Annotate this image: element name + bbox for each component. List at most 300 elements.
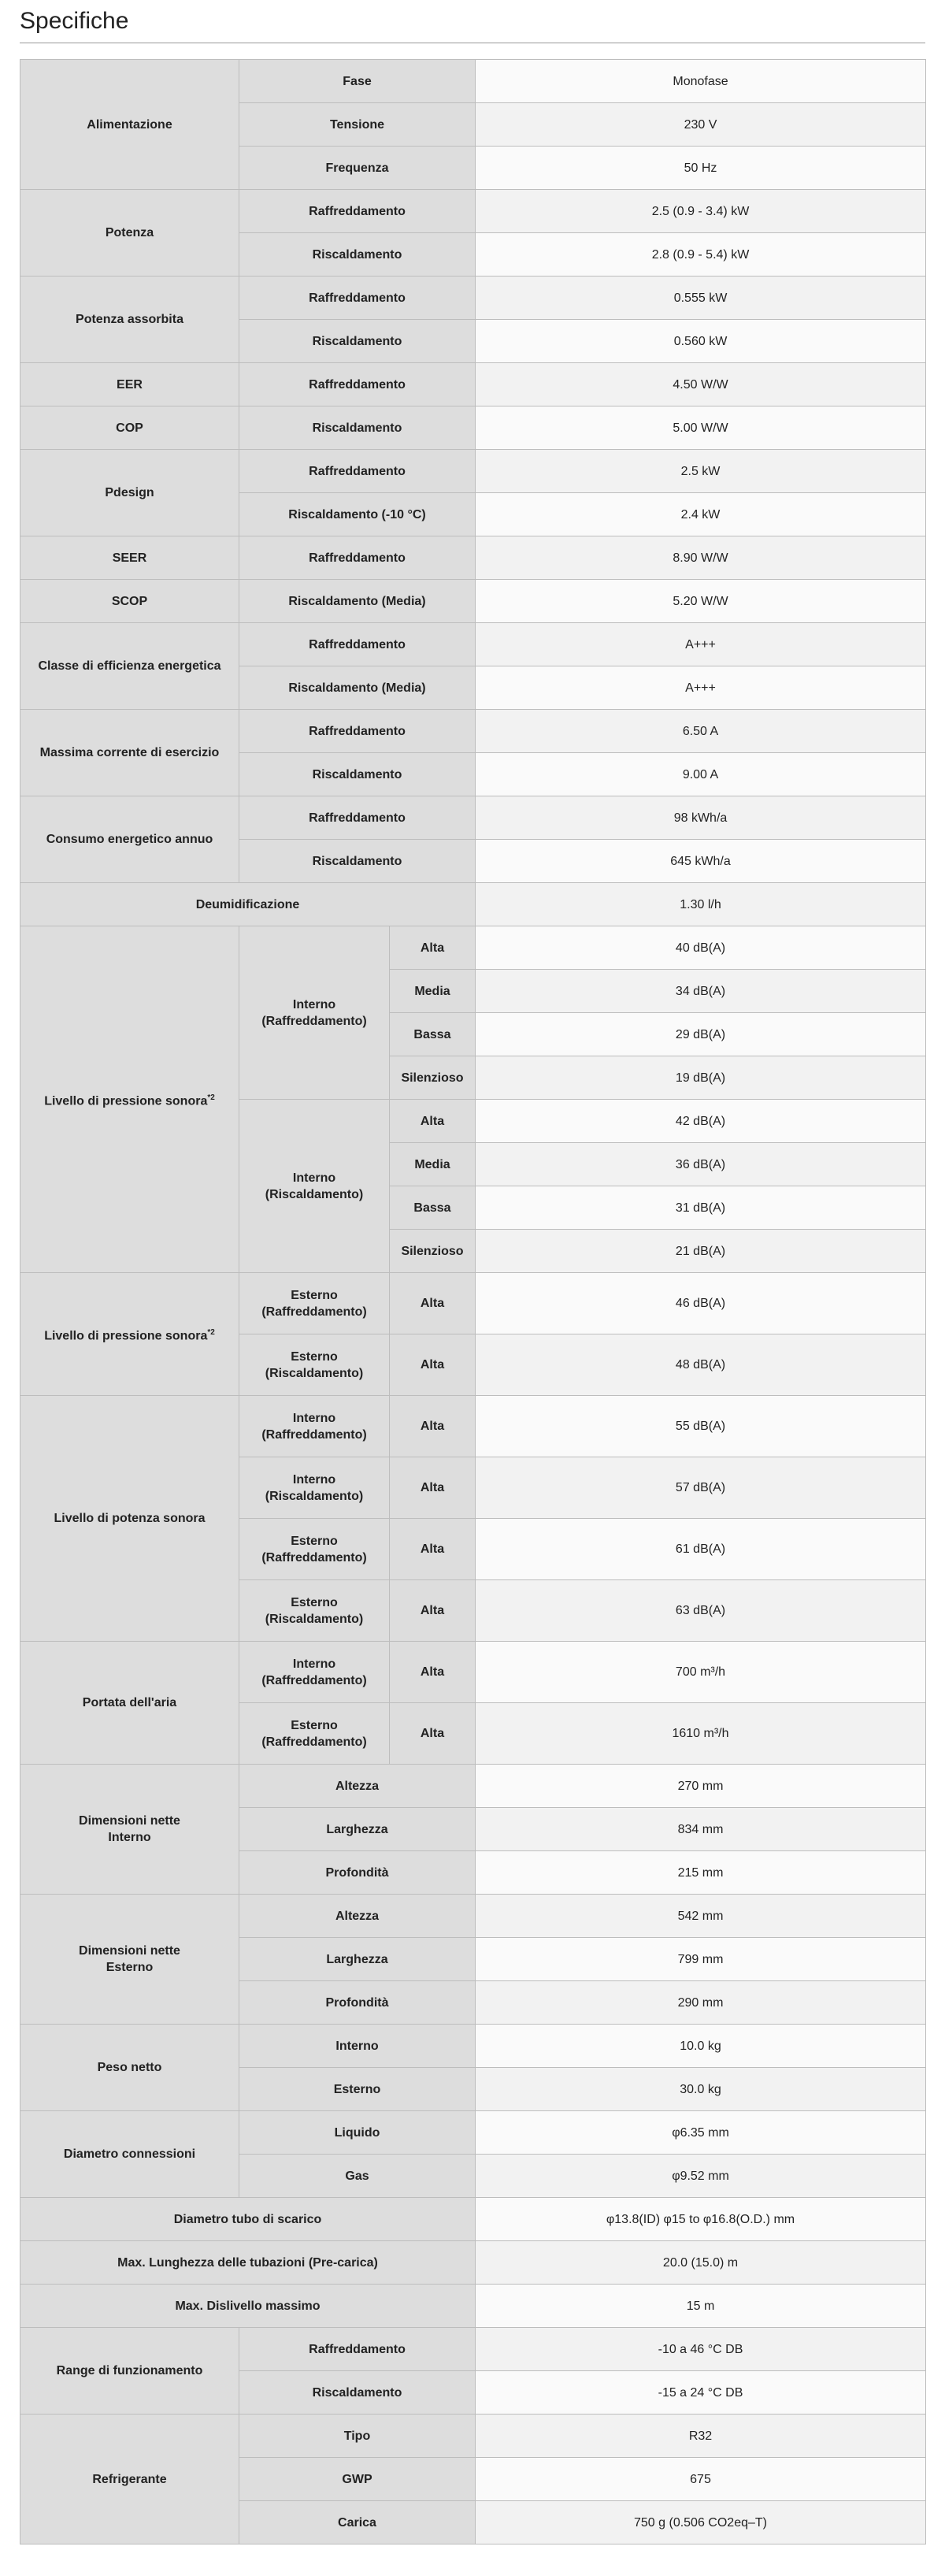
spec-row (20, 2415, 926, 2458)
spec-group-label-text: Max. Dislivello massimo (175, 2299, 321, 2313)
spec-sub-label-text: Interno (Raffreddamento) (261, 1657, 367, 1687)
spec-group-label (20, 623, 239, 710)
spec-group-label-text: Max. Lunghezza delle tubazioni (Pre-carica) (117, 2255, 378, 2270)
spec-sub-label (239, 2371, 476, 2415)
spec-value-text: 19 dB(A) (675, 1071, 726, 1085)
spec-value-text: 1.30 l/h (680, 897, 721, 911)
spec-row (20, 710, 926, 753)
spec-value-text: 50 Hz (684, 161, 717, 175)
spec-group-label-text: EER (117, 377, 143, 392)
spec-value-text: 834 mm (677, 1822, 724, 1836)
spec-level-label (390, 1642, 476, 1703)
spec-level-label (390, 1396, 476, 1457)
spec-sub-label-text: Esterno (333, 2082, 381, 2096)
spec-value (476, 1895, 926, 1938)
spec-level-label-text: Alta (420, 1114, 445, 1128)
spec-row (20, 2241, 926, 2285)
spec-group-label (20, 926, 239, 1273)
spec-level-label (390, 1186, 476, 1230)
spec-value (476, 580, 926, 623)
spec-sub-label-text: Gas (345, 2169, 369, 2183)
spec-sub-label (239, 406, 476, 450)
spec-group-label-text: Livello di potenza sonora (54, 1512, 206, 1525)
spec-sub-label (239, 1580, 390, 1642)
spec-group-label (20, 2025, 239, 2111)
spec-group-label-text: Peso netto (97, 2061, 162, 2074)
spec-level-label-text: Alta (420, 941, 445, 955)
spec-row (20, 580, 926, 623)
spec-group-label (20, 2198, 476, 2241)
spec-level-label (390, 1580, 476, 1642)
spec-value (476, 1981, 926, 2025)
spec-level-label (390, 1457, 476, 1519)
spec-sub-label (239, 1334, 390, 1396)
footnote-marker: *2 (207, 1093, 215, 1102)
spec-group-label (20, 710, 239, 796)
spec-sub-label-text: Esterno (Riscaldamento) (265, 1595, 364, 1626)
spec-value-text: 15 m (686, 2299, 715, 2313)
spec-group-label (20, 1642, 239, 1765)
spec-value-text: φ6.35 mm (672, 2125, 729, 2140)
spec-value-text: 9.00 A (682, 767, 719, 781)
spec-group-label-text: COP (116, 421, 143, 435)
spec-value-text: 21 dB(A) (675, 1244, 726, 1258)
spec-value-text: 34 dB(A) (675, 984, 726, 998)
spec-value-text: 645 kWh/a (670, 854, 731, 868)
spec-value (476, 2415, 926, 2458)
spec-row (20, 2328, 926, 2371)
spec-value (476, 926, 926, 970)
spec-sub-label (239, 2458, 476, 2501)
spec-sub-label-text: Fase (343, 74, 372, 88)
spec-value-text: 215 mm (677, 1865, 724, 1880)
spec-group-label (20, 2241, 476, 2285)
spec-sub-label-text: Esterno (Raffreddamento) (261, 1534, 367, 1565)
spec-value-text: 2.5 kW (680, 464, 721, 478)
spec-sub-label (239, 926, 390, 1100)
spec-value (476, 840, 926, 883)
spec-level-label-text: Alta (420, 1420, 445, 1433)
spec-value-text: 1610 m³/h (672, 1727, 729, 1740)
spec-value-text: -10 a 46 °C DB (658, 2342, 743, 2356)
spec-sub-label-text: Raffreddamento (309, 551, 406, 565)
spec-sub-label-text: Liquido (334, 2125, 380, 2140)
spec-group-label-text: Potenza (105, 226, 154, 239)
spec-sub-label-text: Riscaldamento (312, 334, 402, 348)
spec-sub-label-text: Profondità (325, 1865, 389, 1880)
spec-sub-label (239, 1765, 476, 1808)
spec-group-label-text: Dimensioni nette Esterno (79, 1944, 180, 1974)
spec-sub-label-text: Interno (Raffreddamento) (261, 1411, 367, 1442)
spec-value-text: 46 dB(A) (675, 1297, 726, 1310)
spec-row (20, 1273, 926, 1334)
spec-sub-label-text: Raffreddamento (309, 464, 406, 478)
spec-value-text: 5.20 W/W (673, 594, 728, 608)
spec-group-label-text: Classe di efficienza energetica (38, 659, 221, 673)
spec-value-text: 20.0 (15.0) m (662, 2255, 739, 2270)
spec-value (476, 1851, 926, 1895)
spec-level-label (390, 1056, 476, 1100)
spec-value-text: 700 m³/h (675, 1665, 726, 1679)
spec-group-label (20, 580, 239, 623)
spec-sub-label (239, 190, 476, 233)
spec-group-label (20, 536, 239, 580)
spec-value-text: 31 dB(A) (675, 1201, 726, 1215)
spec-sub-label-text: Esterno (Riscaldamento) (265, 1349, 364, 1380)
spec-level-label (390, 1143, 476, 1186)
spec-sub-label (239, 60, 476, 103)
spec-group-label-text: Livello di pressione sonora (44, 1094, 208, 1108)
spec-row (20, 2111, 926, 2155)
spec-value-text: 542 mm (677, 1909, 724, 1923)
spec-row (20, 60, 926, 103)
spec-sub-label-text: Altezza (335, 1779, 380, 1793)
spec-sub-label (239, 1100, 390, 1273)
spec-value-text: 750 g (0.506 CO2eq–T) (634, 2515, 767, 2530)
spec-sub-label (239, 2501, 476, 2544)
spec-row (20, 796, 926, 840)
spec-group-label-text: Massima corrente di esercizio (39, 746, 220, 759)
spec-group-label (20, 796, 239, 883)
spec-row (20, 926, 926, 970)
spec-level-label (390, 1519, 476, 1580)
spec-value (476, 1765, 926, 1808)
spec-group-label (20, 2328, 239, 2415)
spec-value (476, 1457, 926, 1519)
spec-sub-label-text: Riscaldamento (312, 2385, 402, 2400)
spec-level-label-text: Alta (420, 1297, 445, 1310)
spec-value (476, 2501, 926, 2544)
spec-level-label (390, 1273, 476, 1334)
spec-value-text: 4.50 W/W (673, 377, 728, 392)
spec-value (476, 710, 926, 753)
spec-value-text: Monofase (673, 74, 728, 88)
spec-value-text: 270 mm (677, 1779, 724, 1793)
spec-value (476, 2241, 926, 2285)
spec-value (476, 1808, 926, 1851)
spec-sub-label (239, 2111, 476, 2155)
spec-value (476, 753, 926, 796)
spec-group-label-text: SCOP (111, 594, 148, 608)
spec-sub-label-text: Interno (Riscaldamento) (265, 1472, 364, 1503)
spec-value (476, 190, 926, 233)
spec-value (476, 147, 926, 190)
spec-level-label-text: Bassa (413, 1201, 451, 1215)
spec-sub-label (239, 1273, 390, 1334)
spec-row (20, 536, 926, 580)
spec-value-text: 61 dB(A) (675, 1542, 726, 1556)
spec-sub-label (239, 2068, 476, 2111)
spec-value-text: 6.50 A (682, 724, 719, 738)
spec-value (476, 450, 926, 493)
spec-level-label-text: Media (414, 1157, 450, 1171)
spec-value-text: 799 mm (677, 1952, 724, 1966)
spec-level-label-text: Alta (420, 1665, 445, 1679)
spec-level-label (390, 1100, 476, 1143)
spec-sub-label-text: Raffreddamento (309, 724, 406, 738)
spec-value (476, 2155, 926, 2198)
spec-sub-label-text: Carica (338, 2515, 376, 2530)
spec-sub-label-text: Riscaldamento (312, 247, 402, 262)
spec-value (476, 1334, 926, 1396)
spec-value (476, 1396, 926, 1457)
spec-row (20, 277, 926, 320)
spec-sub-label-text: Larghezza (326, 1822, 388, 1836)
spec-value (476, 1056, 926, 1100)
spec-value-text: φ9.52 mm (672, 2169, 729, 2183)
spec-value-text: 5.00 W/W (673, 421, 728, 435)
spec-sub-label-text: Profondità (325, 1995, 389, 2010)
spec-value (476, 1642, 926, 1703)
spec-sub-label-text: Frequenza (325, 161, 389, 175)
spec-sub-label (239, 1703, 390, 1765)
spec-sub-label (239, 1396, 390, 1457)
spec-group-label (20, 406, 239, 450)
spec-level-label-text: Alta (420, 1358, 445, 1372)
spec-row (20, 1895, 926, 1938)
spec-sub-label-text: Esterno (Raffreddamento) (261, 1718, 367, 1749)
spec-sub-label (239, 1457, 390, 1519)
spec-group-label-text: Range di funzionamento (56, 2364, 203, 2377)
spec-value (476, 1186, 926, 1230)
spec-level-label (390, 1230, 476, 1273)
spec-value-text: 10.0 kg (680, 2039, 721, 2053)
spec-sub-label (239, 233, 476, 277)
spec-value (476, 536, 926, 580)
spec-sub-label-text: GWP (342, 2472, 372, 2486)
spec-value-text: φ13.8(ID) φ15 to φ16.8(O.D.) mm (606, 2212, 795, 2226)
spec-sub-label (239, 1808, 476, 1851)
spec-value (476, 1519, 926, 1580)
spec-value (476, 1273, 926, 1334)
spec-group-label (20, 190, 239, 277)
spec-group-label (20, 2111, 239, 2198)
spec-value (476, 1013, 926, 1056)
spec-value (476, 796, 926, 840)
spec-group-label-text: Dimensioni nette Interno (79, 1814, 180, 1844)
spec-sub-label-text: Raffreddamento (309, 811, 406, 825)
spec-sub-label-text: Raffreddamento (309, 377, 406, 392)
spec-level-label (390, 1013, 476, 1056)
spec-sub-label-text: Tipo (343, 2429, 371, 2443)
spec-value (476, 1938, 926, 1981)
spec-value-text: A+++ (685, 681, 716, 695)
spec-sub-label-text: Esterno (Raffreddamento) (261, 1288, 367, 1319)
spec-group-label (20, 2285, 476, 2328)
spec-group-label-text: Diametro connessioni (63, 2147, 196, 2161)
page-title: Specifiche (20, 8, 925, 43)
spec-value (476, 2371, 926, 2415)
spec-sub-label-text: Larghezza (326, 1952, 388, 1966)
spec-group-label-text: Diametro tubo di scarico (173, 2212, 322, 2226)
spec-sub-label-text: Riscaldamento (Media) (288, 681, 426, 695)
spec-sub-label (239, 840, 476, 883)
spec-group-label-text: Pdesign (105, 486, 154, 499)
spec-sub-label-text: Interno (Raffreddamento) (261, 997, 367, 1028)
spec-group-label-text: Portata dell'aria (82, 1696, 177, 1709)
spec-value-text: 675 (690, 2472, 711, 2486)
footnote-marker: *2 (207, 1327, 215, 1337)
spec-row (20, 2285, 926, 2328)
spec-row (20, 1642, 926, 1703)
spec-sub-label (239, 753, 476, 796)
spec-sub-label (239, 320, 476, 363)
spec-level-label (390, 1334, 476, 1396)
spec-sub-label (239, 536, 476, 580)
spec-sub-label-text: Riscaldamento (Media) (288, 594, 426, 608)
spec-sub-label-text: Interno (Riscaldamento) (265, 1171, 364, 1201)
spec-level-label-text: Silenzioso (401, 1244, 464, 1258)
spec-group-label (20, 363, 239, 406)
spec-value (476, 1143, 926, 1186)
spec-sub-label-text: Raffreddamento (309, 291, 406, 305)
spec-value-text: 98 kWh/a (673, 811, 728, 825)
spec-value-text: 0.560 kW (673, 334, 728, 348)
spec-group-label-text: Refrigerante (92, 2472, 167, 2486)
spec-value-text: 63 dB(A) (675, 1604, 726, 1617)
spec-group-label-text: Livello di pressione sonora (44, 1329, 208, 1343)
spec-sub-label (239, 1642, 390, 1703)
spec-value (476, 2198, 926, 2241)
spec-value-text: 30.0 kg (680, 2082, 721, 2096)
spec-value (476, 1230, 926, 1273)
spec-group-label-text: Alimentazione (87, 117, 172, 132)
spec-value (476, 363, 926, 406)
spec-sub-label (239, 623, 476, 666)
spec-value (476, 320, 926, 363)
spec-value-text: 29 dB(A) (675, 1027, 726, 1041)
spec-group-label (20, 1273, 239, 1396)
spec-level-label (390, 1703, 476, 1765)
spec-group-label (20, 60, 239, 190)
spec-sub-label (239, 1895, 476, 1938)
spec-sub-label-text: Riscaldamento (312, 854, 402, 868)
spec-row (20, 623, 926, 666)
spec-sub-label (239, 1519, 390, 1580)
spec-value (476, 1100, 926, 1143)
spec-value (476, 1703, 926, 1765)
spec-row (20, 406, 926, 450)
spec-group-label (20, 1396, 239, 1642)
spec-sub-label (239, 1938, 476, 1981)
spec-sub-label (239, 493, 476, 536)
spec-level-label-text: Alta (420, 1481, 445, 1494)
spec-value (476, 233, 926, 277)
spec-sub-label-text: Tensione (329, 117, 385, 132)
spec-row (20, 883, 926, 926)
spec-value-text: 55 dB(A) (675, 1420, 726, 1433)
spec-row (20, 2025, 926, 2068)
spec-sub-label-text: Raffreddamento (309, 2342, 406, 2356)
spec-value (476, 60, 926, 103)
spec-value-text: 42 dB(A) (675, 1114, 726, 1128)
spec-group-label (20, 277, 239, 363)
spec-group-label (20, 883, 476, 926)
spec-group-label-text: Potenza assorbita (76, 313, 183, 326)
spec-value (476, 103, 926, 147)
spec-value (476, 406, 926, 450)
spec-value-text: 2.8 (0.9 - 5.4) kW (651, 247, 750, 262)
spec-sub-label-text: Raffreddamento (309, 204, 406, 218)
spec-value-text: R32 (688, 2429, 713, 2443)
spec-sub-label (239, 1981, 476, 2025)
spec-value-text: 0.555 kW (673, 291, 728, 305)
spec-value (476, 1580, 926, 1642)
spec-value-text: 2.5 (0.9 - 3.4) kW (651, 204, 750, 218)
spec-level-label (390, 926, 476, 970)
spec-value (476, 623, 926, 666)
spec-sub-label-text: Riscaldamento (312, 767, 402, 781)
spec-value-text: 40 dB(A) (675, 941, 726, 955)
spec-level-label (390, 970, 476, 1013)
spec-level-label-text: Silenzioso (401, 1071, 464, 1085)
spec-level-label-text: Alta (420, 1604, 445, 1617)
spec-sub-label-text: Riscaldamento (-10 °C) (288, 507, 426, 522)
spec-group-label (20, 2415, 239, 2544)
spec-value-text: 8.90 W/W (673, 551, 728, 565)
spec-sub-label (239, 277, 476, 320)
spec-sub-label (239, 1851, 476, 1895)
specs-table (20, 59, 926, 2544)
spec-sub-label (239, 147, 476, 190)
spec-sub-label (239, 2415, 476, 2458)
spec-row (20, 1765, 926, 1808)
spec-value-text: A+++ (685, 637, 716, 651)
spec-value (476, 2328, 926, 2371)
spec-value-text: 230 V (684, 117, 717, 132)
spec-level-label-text: Bassa (413, 1027, 451, 1041)
spec-group-label (20, 1765, 239, 1895)
spec-level-label-text: Alta (420, 1727, 445, 1740)
spec-sub-label (239, 2155, 476, 2198)
spec-value (476, 2025, 926, 2068)
spec-row (20, 450, 926, 493)
spec-value (476, 277, 926, 320)
spec-sub-label-text: Altezza (335, 1909, 380, 1923)
specs-table-body (20, 60, 926, 2544)
spec-group-label (20, 1895, 239, 2025)
spec-sub-label (239, 103, 476, 147)
spec-value (476, 2285, 926, 2328)
spec-sub-label (239, 363, 476, 406)
spec-value-text: 290 mm (677, 1995, 724, 2010)
spec-value (476, 2458, 926, 2501)
spec-value-text: -15 a 24 °C DB (658, 2385, 743, 2400)
spec-value (476, 2068, 926, 2111)
spec-level-label-text: Media (414, 984, 450, 998)
spec-group-label-text: Deumidificazione (195, 897, 300, 911)
spec-group-label-text: SEER (112, 551, 147, 565)
spec-sub-label-text: Raffreddamento (309, 637, 406, 651)
spec-sub-label-text: Riscaldamento (312, 421, 402, 435)
spec-value (476, 970, 926, 1013)
spec-sub-label-text: Interno (335, 2039, 379, 2053)
spec-value-text: 2.4 kW (680, 507, 721, 522)
spec-row (20, 1396, 926, 1457)
spec-sub-label (239, 710, 476, 753)
spec-row (20, 363, 926, 406)
spec-value (476, 493, 926, 536)
spec-value-text: 48 dB(A) (675, 1358, 726, 1372)
spec-value (476, 666, 926, 710)
spec-value (476, 883, 926, 926)
spec-sub-label (239, 666, 476, 710)
spec-sub-label (239, 2328, 476, 2371)
spec-row (20, 190, 926, 233)
spec-group-label (20, 450, 239, 536)
spec-group-label-text: Consumo energetico annuo (46, 833, 213, 846)
spec-value-text: 36 dB(A) (675, 1157, 726, 1171)
